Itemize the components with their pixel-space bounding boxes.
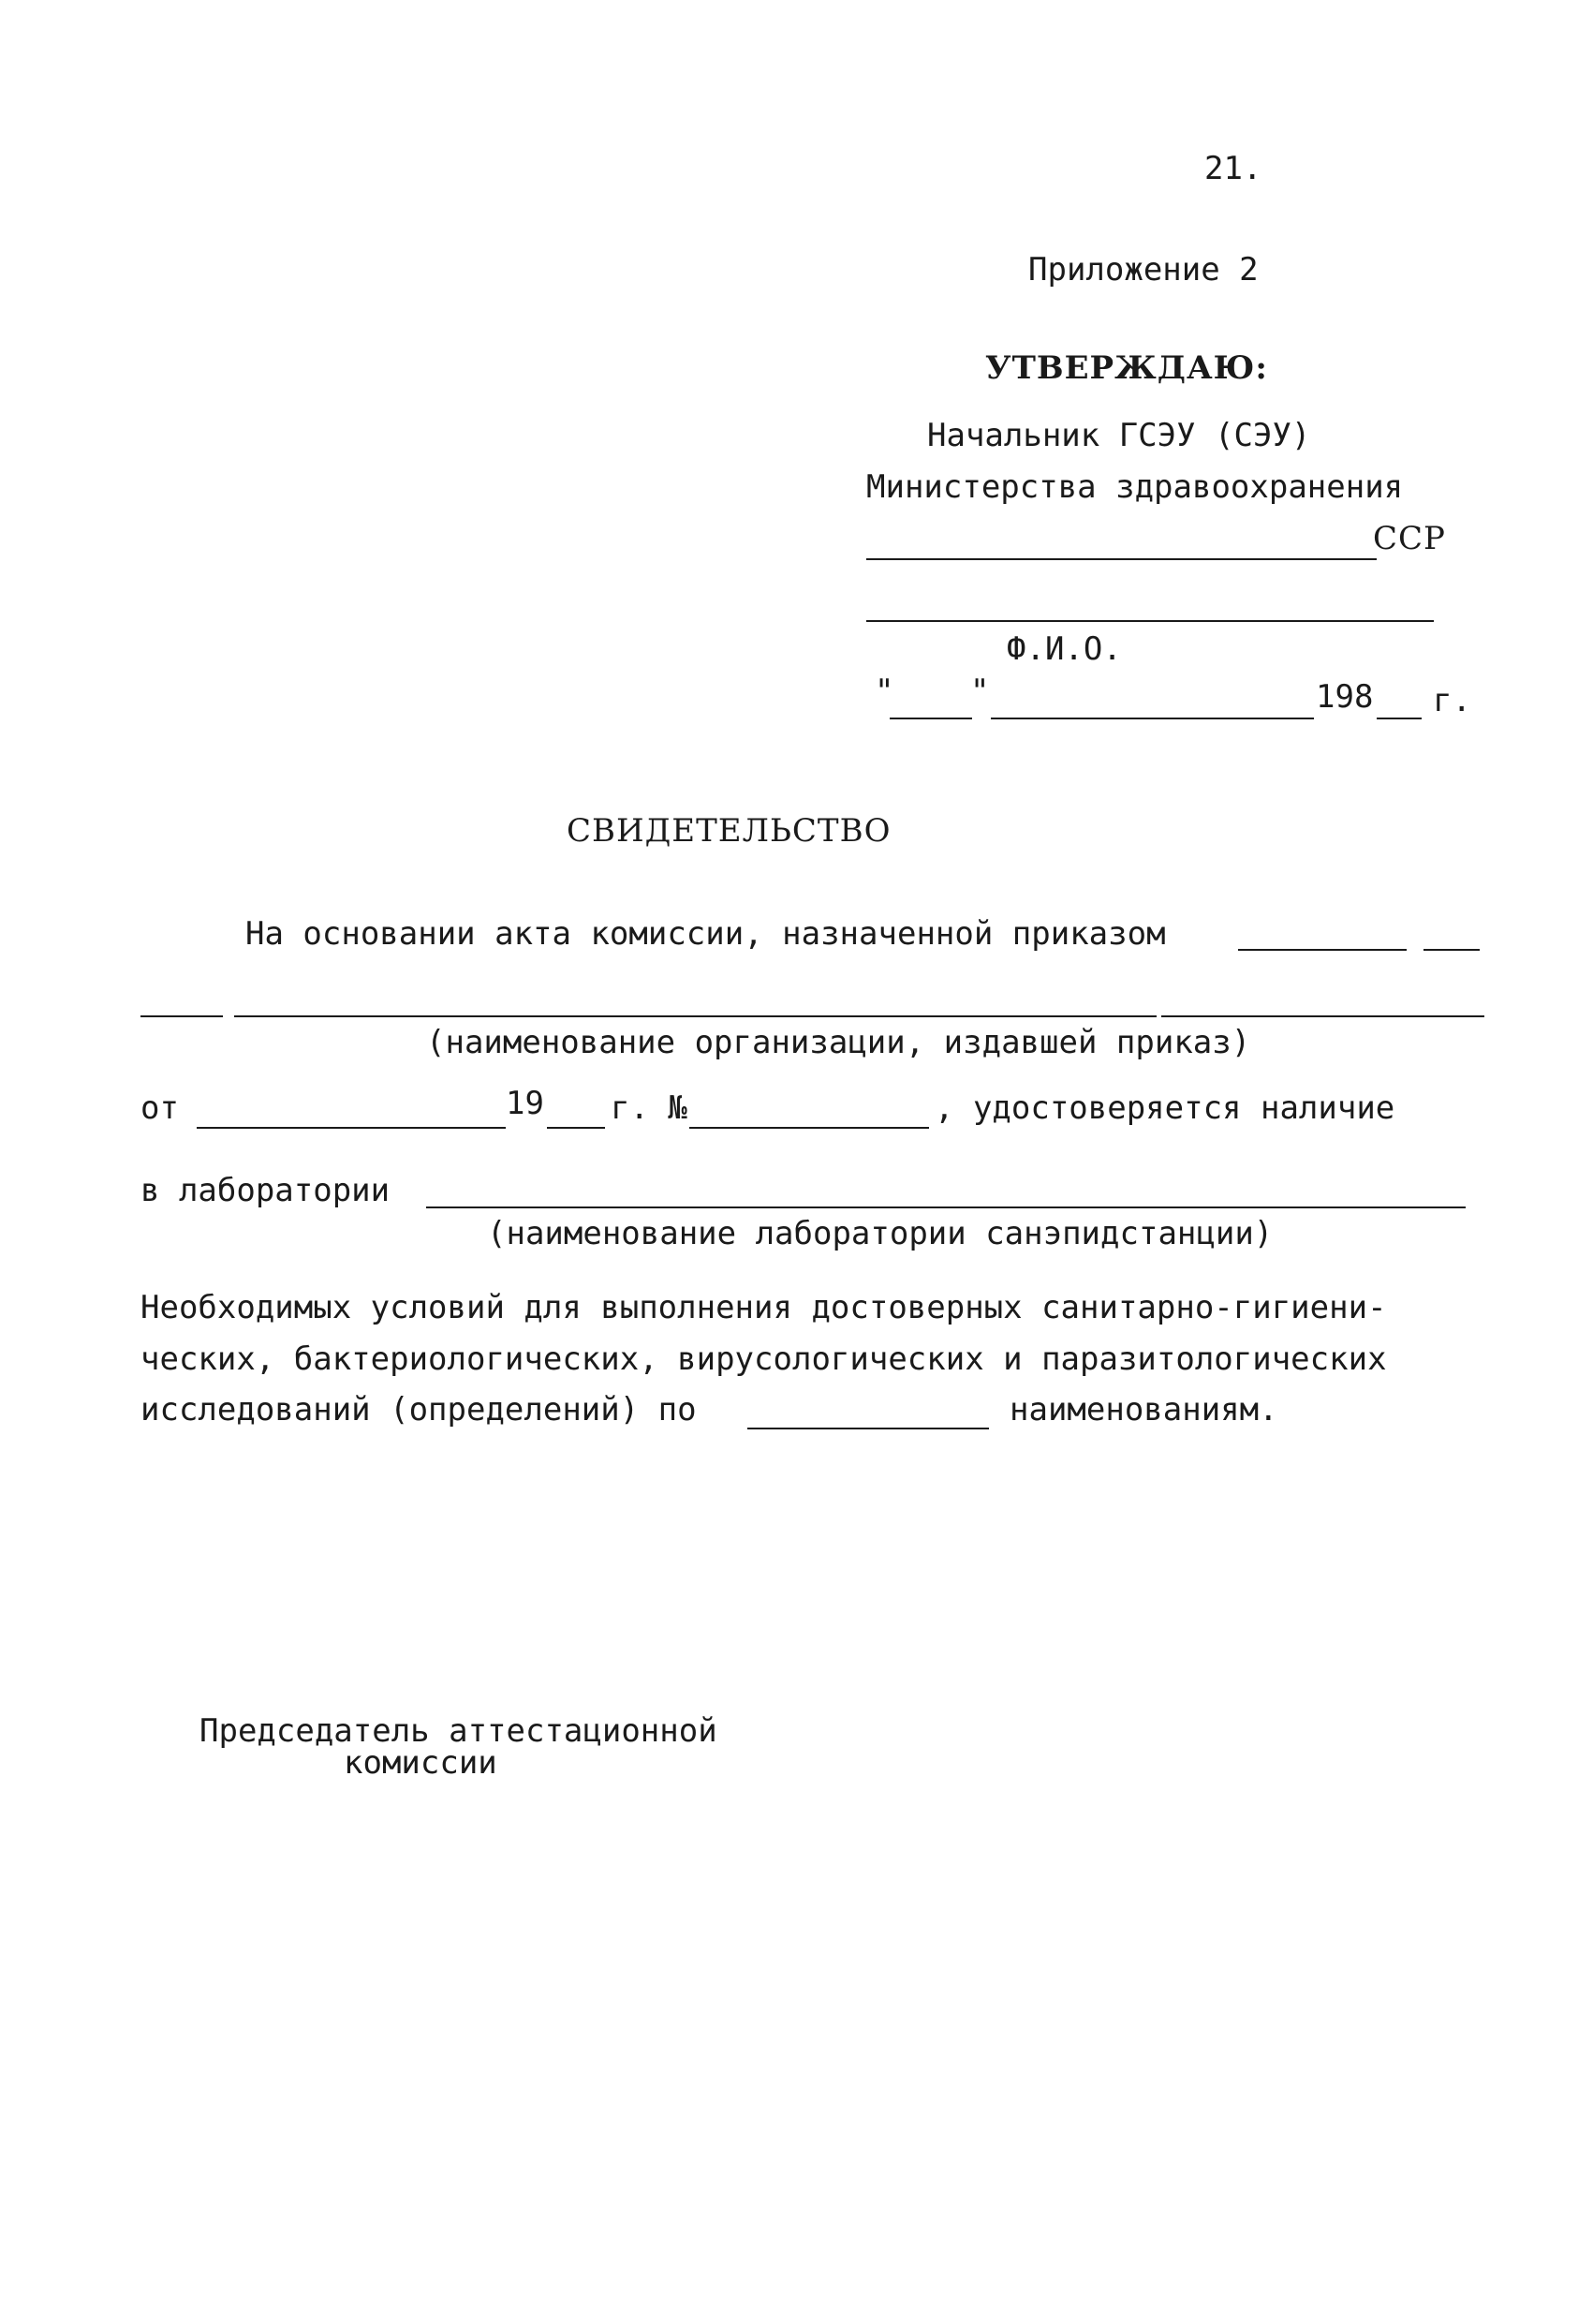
- date-blank: [197, 1127, 506, 1129]
- year-blank: [1377, 718, 1422, 719]
- fio-caption: Ф.И.О.: [1007, 630, 1122, 668]
- year-number-label: г. №: [611, 1089, 687, 1127]
- quote-open: ": [875, 673, 894, 710]
- signature-title-line-1: Председатель аттестационной: [199, 1712, 717, 1750]
- quote-close: ": [970, 673, 990, 710]
- order-blank-b: [1423, 949, 1480, 951]
- page-number: 21.: [1204, 150, 1262, 187]
- org-blank-a: [140, 1015, 223, 1017]
- lab-blank: [426, 1206, 1466, 1208]
- caption-laboratory: (наименование лаборатории санэпидстанции): [487, 1215, 1274, 1252]
- from-label: от: [140, 1089, 179, 1127]
- order-number-blank: [689, 1127, 929, 1129]
- ssr-label: ССР: [1373, 520, 1446, 557]
- count-blank: [747, 1428, 989, 1429]
- approver-position: Начальник ГСЭУ (СЭУ): [927, 417, 1311, 454]
- month-blank: [991, 718, 1314, 719]
- paragraph-line-3b: наименованиям.: [1010, 1391, 1278, 1428]
- year19-blank: [547, 1127, 605, 1129]
- year-prefix: 198: [1316, 678, 1374, 716]
- org-blank-b: [234, 1015, 1157, 1017]
- year-suffix: г.: [1433, 682, 1471, 719]
- org-blank-c: [1161, 1015, 1484, 1017]
- in-lab-label: в лаборатории: [140, 1172, 391, 1209]
- order-blank-a: [1238, 949, 1407, 951]
- caption-organization: (наименование организации, издавшей приказ): [426, 1024, 1251, 1061]
- approve-heading: УТВЕРЖДАЮ:: [985, 349, 1268, 387]
- signature-blank: [866, 620, 1434, 622]
- paragraph-line-3a: исследований (определений) по: [140, 1391, 697, 1428]
- signature-title-line-2: комиссии: [344, 1744, 497, 1782]
- republic-blank: [866, 558, 1377, 560]
- day-blank: [890, 718, 972, 719]
- approver-ministry: Министерства здравоохранения: [866, 468, 1404, 506]
- paragraph-line-2: ческих, бактериологических, вирусологических и паразитологических: [140, 1340, 1387, 1378]
- certifies-text: , удостоверяется наличие: [935, 1089, 1395, 1127]
- body-line-1: На основании акта комиссии, назначенной приказом: [245, 915, 1166, 953]
- certificate-title: СВИДЕТЕЛЬСТВО: [567, 812, 892, 850]
- appendix-label: Приложение 2: [1028, 251, 1259, 289]
- paragraph-line-1: Необходимых условий для выполнения достоверных санитарно-гигиени-: [140, 1289, 1387, 1326]
- year-19: 19: [506, 1085, 544, 1122]
